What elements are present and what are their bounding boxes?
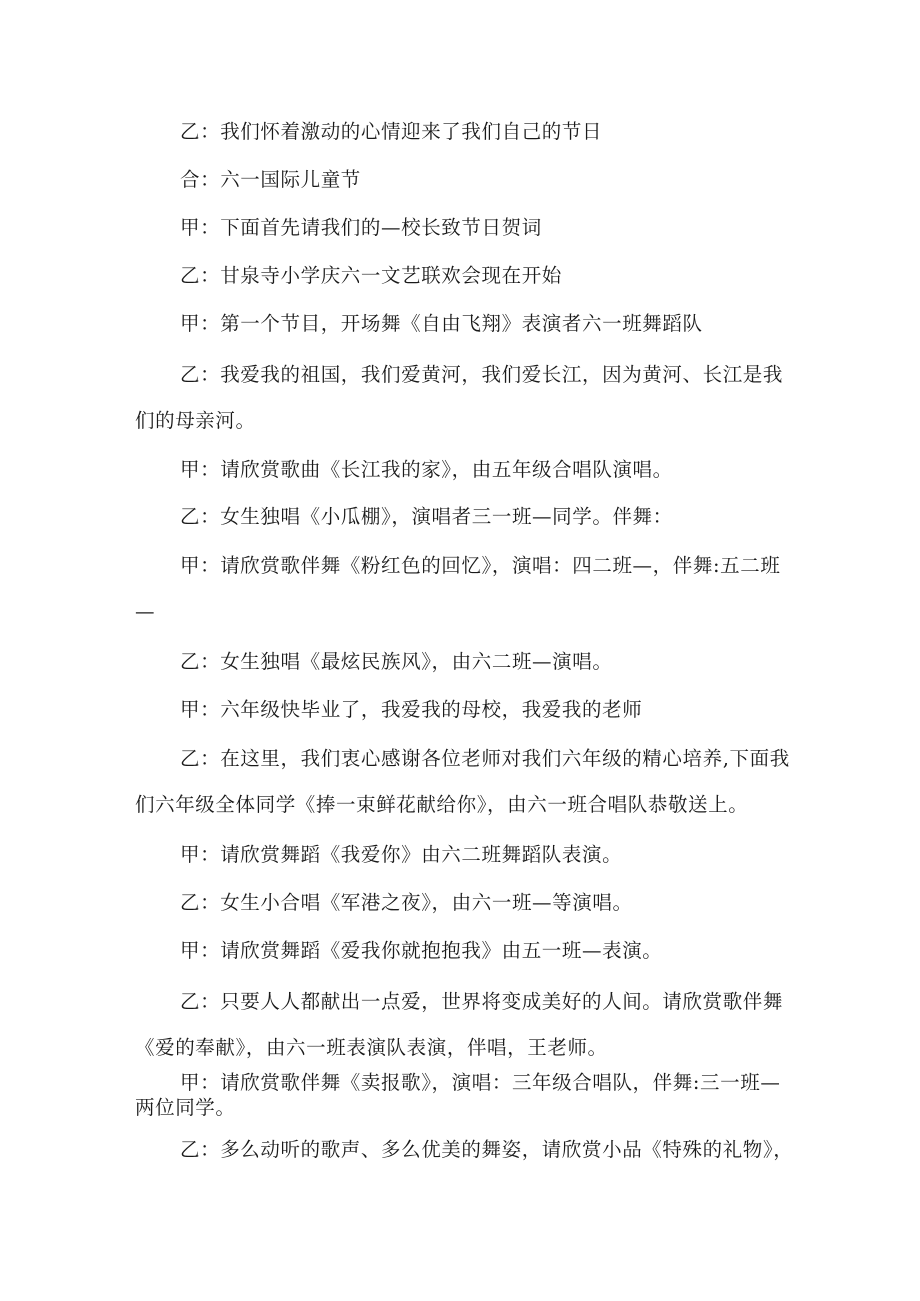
paragraph: 甲：请欣赏歌曲《长江我的家》，由五年级合唱队演唱。 — [180, 458, 673, 481]
paragraph: 甲：请欣赏歌伴舞《卖报歌》，演唱：三年级合唱队，伴舞:三一班—两位同学。 — [135, 1071, 781, 1119]
paragraph: 乙：女生小合唱《军港之夜》，由六一班—等演唱。 — [180, 891, 633, 914]
paragraph: 乙：在这里，我们衷心感谢各位老师对我们六年级的精心培养,下面我们六年级全体同学《捧一束鲜花献给你》，由六一班合唱队恭敬送上。 — [135, 747, 790, 816]
paragraph: 乙：我爱我的祖国，我们爱黄河，我们爱长江，因为黄河、长江是我们的母亲河。 — [135, 363, 784, 432]
paragraph: 合：六一国际儿童节 — [180, 168, 361, 191]
paragraph: 甲：请欣赏歌伴舞《粉红色的回忆》，演唱：四二班—，伴舞:五二班— — [135, 554, 781, 623]
paragraph: 甲：请欣赏舞蹈《我爱你》由六二班舞蹈队表演。 — [180, 843, 623, 866]
paragraph: 甲：六年级快毕业了，我爱我的母校，我爱我的老师 — [180, 698, 643, 721]
paragraph: 甲：下面首先请我们的—校长致节日贺词 — [180, 216, 542, 239]
paragraph: 乙：甘泉寺小学庆六一文艺联欢会现在开始 — [180, 264, 562, 287]
paragraph: 甲：第一个节目，开场舞《自由飞翔》表演者六一班舞蹈队 — [180, 312, 703, 335]
paragraph: 乙：多么动听的歌声、多么优美的舞姿，请欣赏小品《特殊的礼物》， — [180, 1138, 794, 1161]
paragraph: 乙：女生独唱《小瓜棚》，演唱者三一班—同学。伴舞： — [180, 505, 673, 528]
paragraph: 乙：女生独唱《最炫民族风》，由六二班—演唱。 — [180, 650, 613, 673]
paragraph: 乙：只要人人都献出一点爱，世界将变成美好的人间。请欣赏歌伴舞《爱的奉献》，由六一班表演队表演，伴唱，王老师。 — [135, 990, 784, 1059]
paragraph: 甲：请欣赏舞蹈《爱我你就抱抱我》由五一班—表演。 — [180, 939, 663, 962]
paragraph: 乙：我们怀着激动的心情迎来了我们自己的节日 — [180, 120, 603, 143]
